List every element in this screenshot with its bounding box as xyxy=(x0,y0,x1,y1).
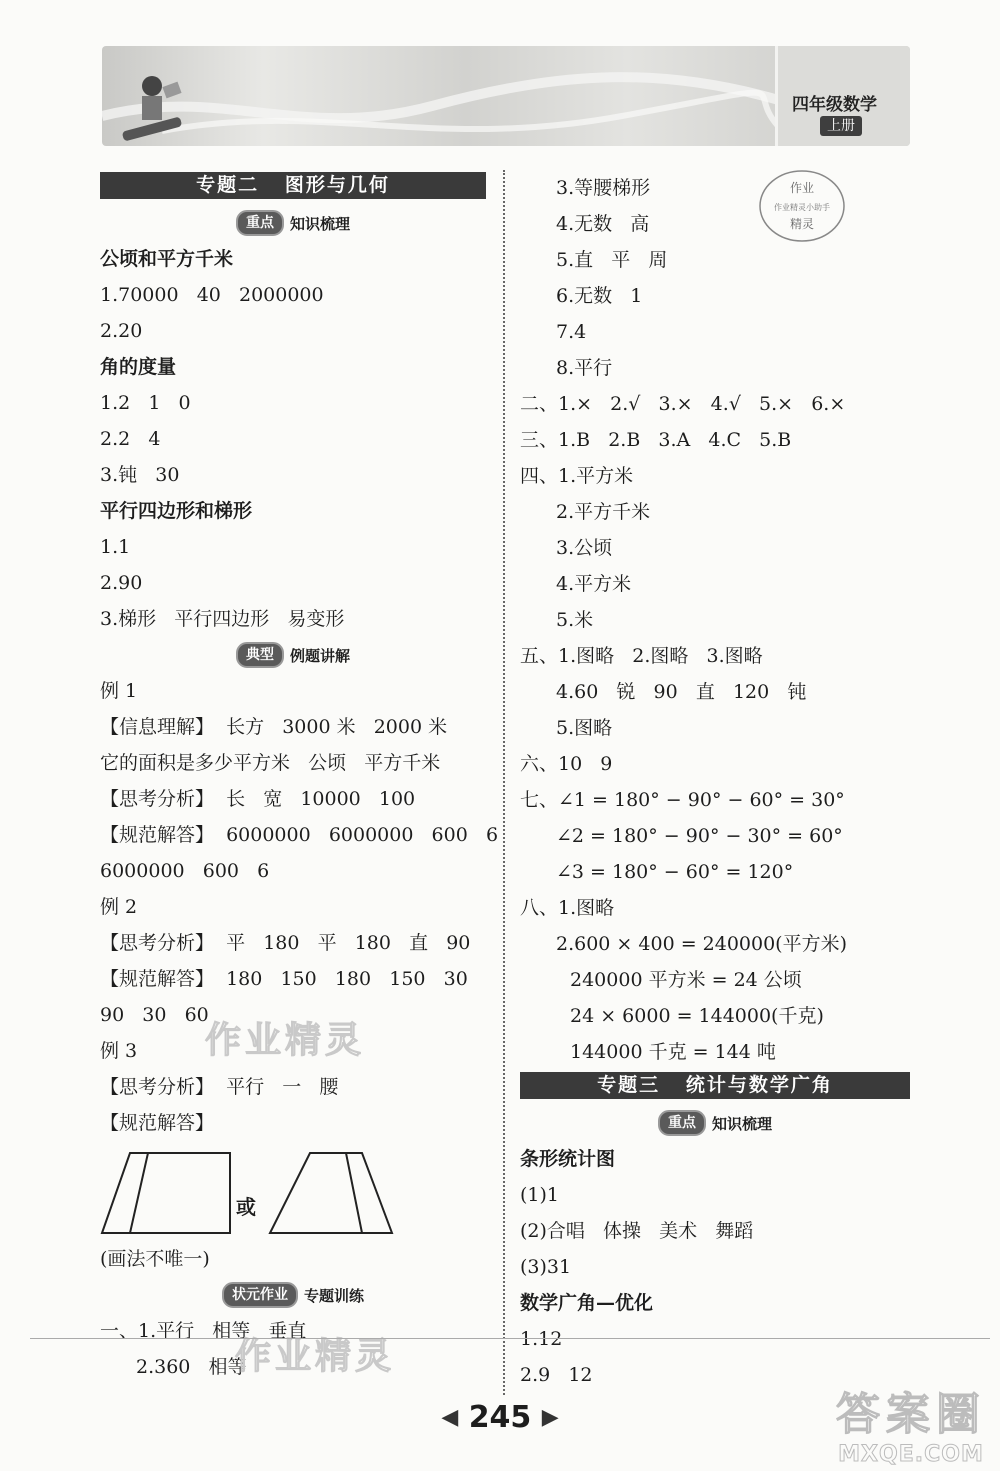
answer-line: 2.平方千米 xyxy=(556,501,651,523)
answer-line: 5.直 平 周 xyxy=(556,249,668,271)
answer-line: 八、1.图略 xyxy=(520,897,615,919)
answer-line: 四、1.平方米 xyxy=(520,465,634,487)
answer-line: ∠2 = 180° − 90° − 30° = 60° xyxy=(556,825,843,847)
watermark-mid: 作业精灵 xyxy=(205,1020,366,1061)
answer-list-d xyxy=(520,170,910,1070)
answer-line: 6000000 600 6 xyxy=(100,860,270,882)
column-divider xyxy=(503,170,505,1395)
answer-line: 5.图略 xyxy=(556,717,613,739)
answer-line: 【信息理解】 长方 3000 米 2000 米 xyxy=(100,716,448,738)
answer-line: 数学广角—优化 xyxy=(520,1292,654,1314)
stamp-circle xyxy=(757,168,847,244)
trapezoid-2-cut xyxy=(346,1153,362,1233)
trapezoid-1-cut xyxy=(130,1153,148,1233)
or-label: 或 xyxy=(236,1195,256,1219)
site-watermark xyxy=(836,1378,986,1467)
trapezoid-diagram xyxy=(100,1147,490,1239)
answer-line: (1)1 xyxy=(520,1184,560,1206)
answer-line: 三、1.B 2.B 3.A 4.C 5.B xyxy=(520,429,792,451)
badge-examples xyxy=(100,637,486,673)
prev-arrow-icon: ◀ xyxy=(441,1405,459,1430)
answer-line: 它的面积是多少平方米 公顷 平方千米 xyxy=(100,752,441,774)
answer-line: 90 30 60 xyxy=(100,1004,209,1026)
answer-line: 24 × 6000 = 144000(千克) xyxy=(570,1005,824,1027)
answer-line: 二、1.× 2.√ 3.× 4.√ 5.× 6.× xyxy=(520,393,846,415)
watermark-bottom: 作业精灵 xyxy=(235,1336,396,1377)
badge-tag: 重点 xyxy=(236,210,284,236)
answer-list-e xyxy=(520,1141,910,1393)
page-number-value: 245 xyxy=(468,1400,532,1435)
answer-line: 3.钝 30 xyxy=(100,464,180,486)
answer-list-b xyxy=(100,673,499,1141)
badge-knowledge-2 xyxy=(520,1105,910,1141)
answer-line: 六、10 9 xyxy=(520,753,613,775)
site-watermark-small: MXQE.COM xyxy=(838,1442,984,1467)
answer-line: 1.70000 40 2000000 xyxy=(100,284,324,306)
answer-line: 3.梯形 平行四边形 易变形 xyxy=(100,608,345,630)
stamp-line2: 作业精灵小助手 xyxy=(774,203,830,212)
answer-line: 【思考分析】 平 180 平 180 直 90 xyxy=(100,932,471,954)
answer-line: 2.600 × 400 = 240000(平方米) xyxy=(556,933,848,955)
answer-line: 例 3 xyxy=(100,1040,138,1062)
badge-label: 专题训练 xyxy=(303,1286,364,1305)
answer-line: 144000 千克 = 144 吨 xyxy=(570,1041,776,1063)
answer-line: 平行四边形和梯形 xyxy=(100,500,253,522)
answer-line: 4.平方米 xyxy=(556,573,632,595)
next-arrow-icon: ▶ xyxy=(541,1405,559,1430)
answer-line: 8.平行 xyxy=(556,357,613,379)
answer-line: 角的度量 xyxy=(100,356,177,378)
answer-line: (3)31 xyxy=(520,1256,572,1278)
answer-line: 3.公顷 xyxy=(556,537,613,559)
volume-badge: 上册 xyxy=(820,116,862,136)
answer-line: 1.1 xyxy=(100,536,131,558)
badge-label: 例题讲解 xyxy=(289,646,350,665)
stamp-line3: 精灵 xyxy=(789,217,815,231)
answer-line: 2.90 xyxy=(100,572,143,594)
answer-line: 条形统计图 xyxy=(520,1148,616,1170)
homework-stamp xyxy=(757,168,847,244)
answer-line: 公顷和平方千米 xyxy=(100,248,234,270)
answer-list-a xyxy=(100,241,486,637)
grade-panel xyxy=(775,46,910,146)
answer-line: 3.等腰梯形 xyxy=(556,177,651,199)
section-title-2: 专题二 图形与几何 xyxy=(100,172,486,199)
answer-line: 6.无数 1 xyxy=(556,285,643,307)
answer-line: 2.360 相等 xyxy=(136,1356,247,1378)
badge-training xyxy=(100,1277,486,1313)
right-column xyxy=(520,170,910,1393)
site-watermark-big: 答案圈 xyxy=(836,1389,986,1440)
answer-line: 五、1.图略 2.图略 3.图略 xyxy=(520,645,763,667)
trapezoid-1 xyxy=(102,1153,230,1233)
answer-line: 1.2 1 0 xyxy=(100,392,191,414)
trapezoid-2 xyxy=(270,1153,392,1233)
answer-line: ∠3 = 180° − 60° = 120° xyxy=(556,861,794,883)
answer-line: 七、∠1 = 180° − 90° − 60° = 30° xyxy=(520,789,845,811)
answer-line: 2.9 12 xyxy=(520,1364,593,1386)
header-banner xyxy=(102,46,910,146)
answer-line: 【规范解答】 xyxy=(100,1112,215,1134)
left-column xyxy=(100,170,499,1385)
answer-line: 【规范解答】 6000000 6000000 600 6 xyxy=(100,824,499,846)
answer-line: (2)合唱 体操 美术 舞蹈 xyxy=(520,1220,754,1242)
footer-rule xyxy=(30,1338,990,1339)
badge-knowledge xyxy=(100,205,486,241)
answer-line: 例 2 xyxy=(100,896,138,918)
answer-line: 2.20 xyxy=(100,320,143,342)
badge-label: 知识梳理 xyxy=(289,214,350,233)
answer-line: 240000 平方米 = 24 公顷 xyxy=(570,969,802,991)
answer-line: 例 1 xyxy=(100,680,138,702)
badge-tag: 重点 xyxy=(658,1110,706,1136)
stamp-line1: 作业 xyxy=(789,181,815,195)
answer-line: 一、1.平行 相等 垂直 xyxy=(100,1320,307,1342)
answer-line: 5.米 xyxy=(556,609,594,631)
note-text: (画法不唯一) xyxy=(100,1248,210,1270)
grade-title: 四年级数学 xyxy=(792,95,877,115)
answer-line: 2.2 4 xyxy=(100,428,161,450)
section-title-3: 专题三 统计与数学广角 xyxy=(520,1072,910,1099)
badge-tag: 典型 xyxy=(236,642,284,668)
answer-line: 4.60 锐 90 直 120 钝 xyxy=(556,681,807,703)
answer-line: 【规范解答】 180 150 180 150 30 xyxy=(100,968,468,990)
answer-line: 【思考分析】 长 宽 10000 100 xyxy=(100,788,416,810)
answer-line: 1.12 xyxy=(520,1328,563,1350)
answer-line: 7.4 xyxy=(556,321,587,343)
trapezoid-figures xyxy=(100,1141,486,1241)
answer-line: 【思考分析】 平行 一 腰 xyxy=(100,1076,339,1098)
answer-line: 4.无数 高 xyxy=(556,213,650,235)
badge-tag: 状元作业 xyxy=(222,1282,298,1308)
badge-label: 知识梳理 xyxy=(711,1114,772,1133)
